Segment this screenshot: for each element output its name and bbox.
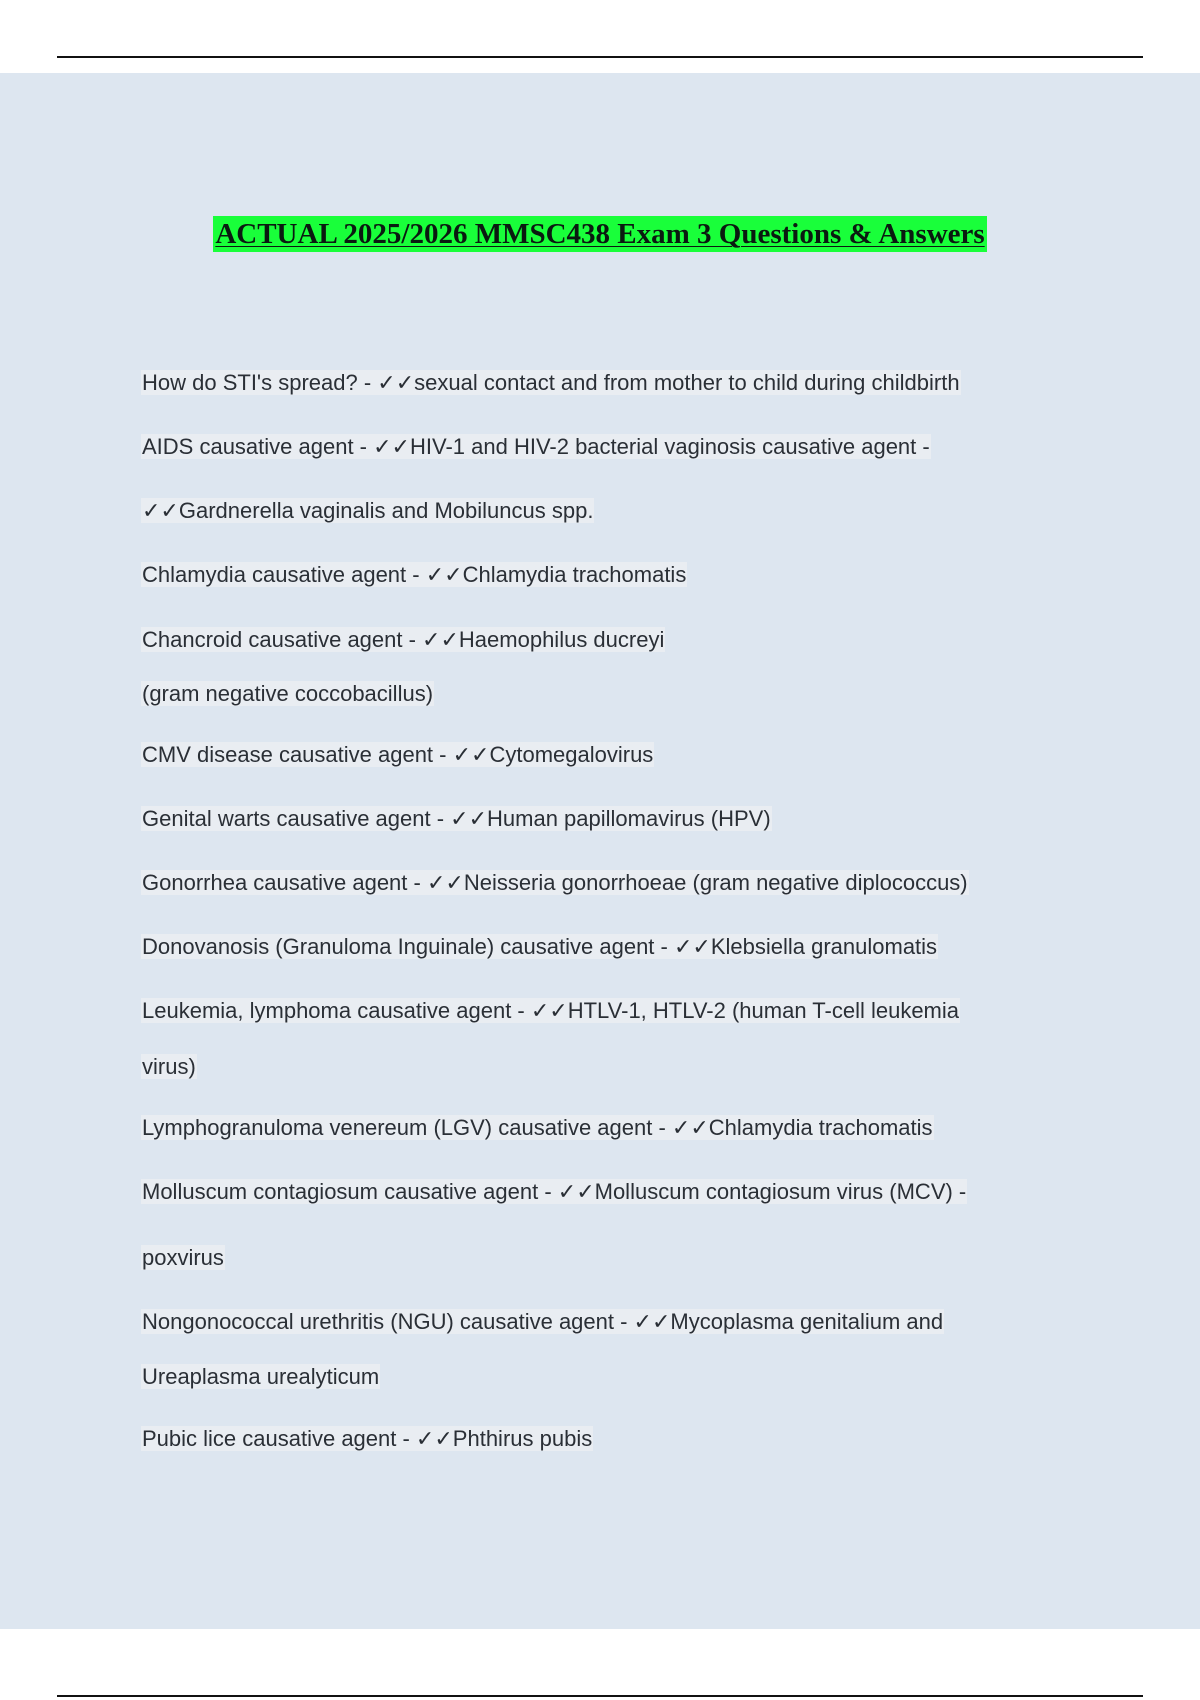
top-rule [57,56,1143,58]
qa-line: Donovanosis (Granuloma Inguinale) causative agent - ✓✓Klebsiella granulomatis [142,934,938,959]
qa-line: Ureaplasma urealyticum [142,1364,380,1389]
document-title: ACTUAL 2025/2026 MMSC438 Exam 3 Questions & Answers [215,218,985,250]
bottom-rule [57,1695,1143,1697]
qa-line: Pubic lice causative agent - ✓✓Phthirus pubis [142,1426,593,1451]
qa-line: Chancroid causative agent - ✓✓Haemophilus ducreyi [142,627,665,652]
qa-line: Genital warts causative agent - ✓✓Human papillomavirus (HPV) [142,806,771,831]
qa-line: ✓✓Gardnerella vaginalis and Mobiluncus spp. [142,498,594,523]
qa-line: Gonorrhea causative agent - ✓✓Neisseria gonorrhoeae (gram negative diplococcus) [142,870,968,895]
qa-line: virus) [142,1054,196,1079]
qa-line: Chlamydia causative agent - ✓✓Chlamydia trachomatis [142,562,687,587]
qa-line: Lymphogranuloma venereum (LGV) causative agent - ✓✓Chlamydia trachomatis [142,1115,933,1140]
qa-line: How do STI's spread? - ✓✓sexual contact and from mother to child during childbirth [142,370,960,395]
qa-line: Nongonococcal urethritis (NGU) causative agent - ✓✓Mycoplasma genitalium and [142,1309,944,1334]
qa-line: Leukemia, lymphoma causative agent - ✓✓HTLV-1, HTLV-2 (human T-cell leukemia [142,998,959,1023]
qa-line: CMV disease causative agent - ✓✓Cytomegalovirus [142,742,654,767]
document-page [0,73,1200,1629]
qa-line: poxvirus [142,1245,224,1270]
qa-line: AIDS causative agent - ✓✓HIV-1 and HIV-2 bacterial vaginosis causative agent - [142,434,930,459]
title-container [0,216,1200,252]
qa-line: (gram negative coccobacillus) [142,681,434,706]
qa-line: Molluscum contagiosum causative agent - ✓✓Molluscum contagiosum virus (MCV) - [142,1179,967,1204]
